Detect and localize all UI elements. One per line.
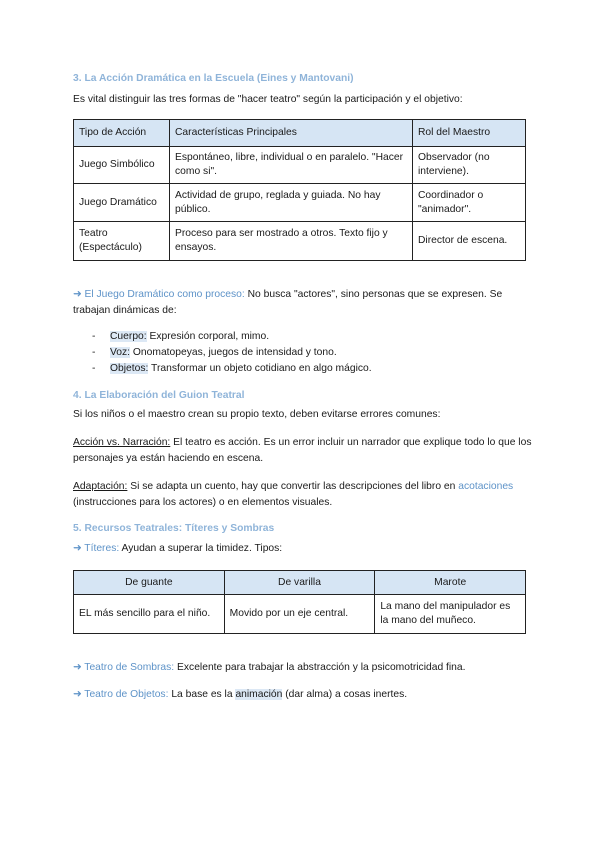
table-header: Rol del Maestro	[413, 120, 526, 147]
table-cell: Movido por un eje central.	[224, 595, 375, 634]
acotaciones-term: acotaciones	[458, 481, 514, 492]
bullet: -	[92, 363, 96, 374]
table-row	[74, 595, 526, 634]
table-cell: Coordinador o "animador".	[413, 184, 526, 222]
list-term: Objetos:	[110, 363, 149, 374]
accion-dramatica-table	[73, 119, 526, 261]
objetos-text: (dar alma) a cosas inertes.	[282, 689, 408, 700]
table-cell: Teatro (Espectáculo)	[74, 222, 170, 261]
titeres-label: ➜ Títeres:	[73, 543, 120, 554]
section-4-intro: Si los niños o el maestro crean su propio texto, deben evitarse errores comunes:	[73, 409, 441, 420]
table-header-row	[74, 571, 526, 595]
list-item	[92, 345, 337, 361]
juego-dramatico-paragraph	[73, 287, 533, 319]
titeres-paragraph	[73, 541, 533, 557]
table-cell: Actividad de grupo, reglada y guiada. No hay público.	[170, 184, 413, 222]
accion-term: Acción vs. Narración:	[73, 437, 171, 448]
sombras-label: ➜ Teatro de Sombras:	[73, 662, 175, 673]
adaptacion-text: Si se adapta un cuento, hay que convertir las descripciones del libro en	[127, 481, 459, 492]
table-header: Características Principales	[170, 120, 413, 147]
table-row	[74, 147, 526, 184]
table-header: Marote	[375, 571, 526, 595]
sombras-paragraph	[73, 660, 533, 676]
table-cell: Director de escena.	[413, 222, 526, 261]
adaptacion-term: Adaptación:	[73, 481, 128, 492]
adaptacion-paragraph	[73, 479, 533, 511]
section-3-heading: 3. La Acción Dramática en la Escuela (Eines y Mantovani)	[73, 73, 354, 84]
table-cell: Proceso para ser mostrado a otros. Texto fijo y ensayos.	[170, 222, 413, 261]
animacion-term: animación	[235, 689, 283, 700]
objetos-paragraph	[73, 687, 533, 703]
table-header: Tipo de Acción	[74, 120, 170, 147]
list-term: Voz:	[110, 347, 131, 358]
table-cell: Espontáneo, libre, individual o en paralelo. "Hacer como si".	[170, 147, 413, 184]
accion-text: El teatro es acción. Es un error incluir un narrador que explique todo lo que los personajes ya están haciendo en escena.	[73, 437, 532, 464]
objetos-text: La base es la	[168, 689, 236, 700]
objetos-label: ➜ Teatro de Objetos:	[73, 689, 169, 700]
section-3-intro: Es vital distinguir las tres formas de "hacer teatro" según la participación y el objetivo:	[73, 94, 463, 105]
titeres-table	[73, 570, 526, 634]
table-cell: Juego Dramático	[74, 184, 170, 222]
table-cell: Observador (no interviene).	[413, 147, 526, 184]
section-4-heading: 4. La Elaboración del Guion Teatral	[73, 390, 245, 401]
table-cell: La mano del manipulador es la mano del muñeco.	[375, 595, 526, 634]
juego-dramatico-label: ➜ El Juego Dramático como proceso:	[73, 289, 245, 300]
list-term: Cuerpo:	[110, 331, 147, 342]
table-header: De guante	[74, 571, 225, 595]
titeres-text: Ayudan a superar la timidez. Tipos:	[119, 543, 283, 554]
section-5-heading: 5. Recursos Teatrales: Títeres y Sombras	[73, 523, 275, 534]
list-text: Onomatopeyas, juegos de intensidad y tono.	[130, 347, 337, 358]
adaptacion-text: (instrucciones para los actores) o en elementos visuales.	[73, 497, 333, 508]
list-item	[92, 329, 269, 345]
table-row	[74, 222, 526, 261]
list-text: Expresión corporal, mimo.	[146, 331, 270, 342]
list-item	[92, 361, 372, 377]
accion-narracion-paragraph	[73, 435, 533, 467]
sombras-text: Excelente para trabajar la abstracción y la psicomotricidad fina.	[174, 662, 466, 673]
table-header-row	[74, 120, 526, 147]
bullet: -	[92, 347, 96, 358]
table-cell: Juego Simbólico	[74, 147, 170, 184]
bullet: -	[92, 331, 96, 342]
table-row	[74, 184, 526, 222]
table-header: De varilla	[224, 571, 375, 595]
juego-dramatico-text: No busca "actores", sino personas que se expresen. Se trabajan dinámicas de:	[73, 289, 503, 316]
list-text: Transformar un objeto cotidiano en algo mágico.	[148, 363, 372, 374]
table-cell: EL más sencillo para el niño.	[74, 595, 225, 634]
